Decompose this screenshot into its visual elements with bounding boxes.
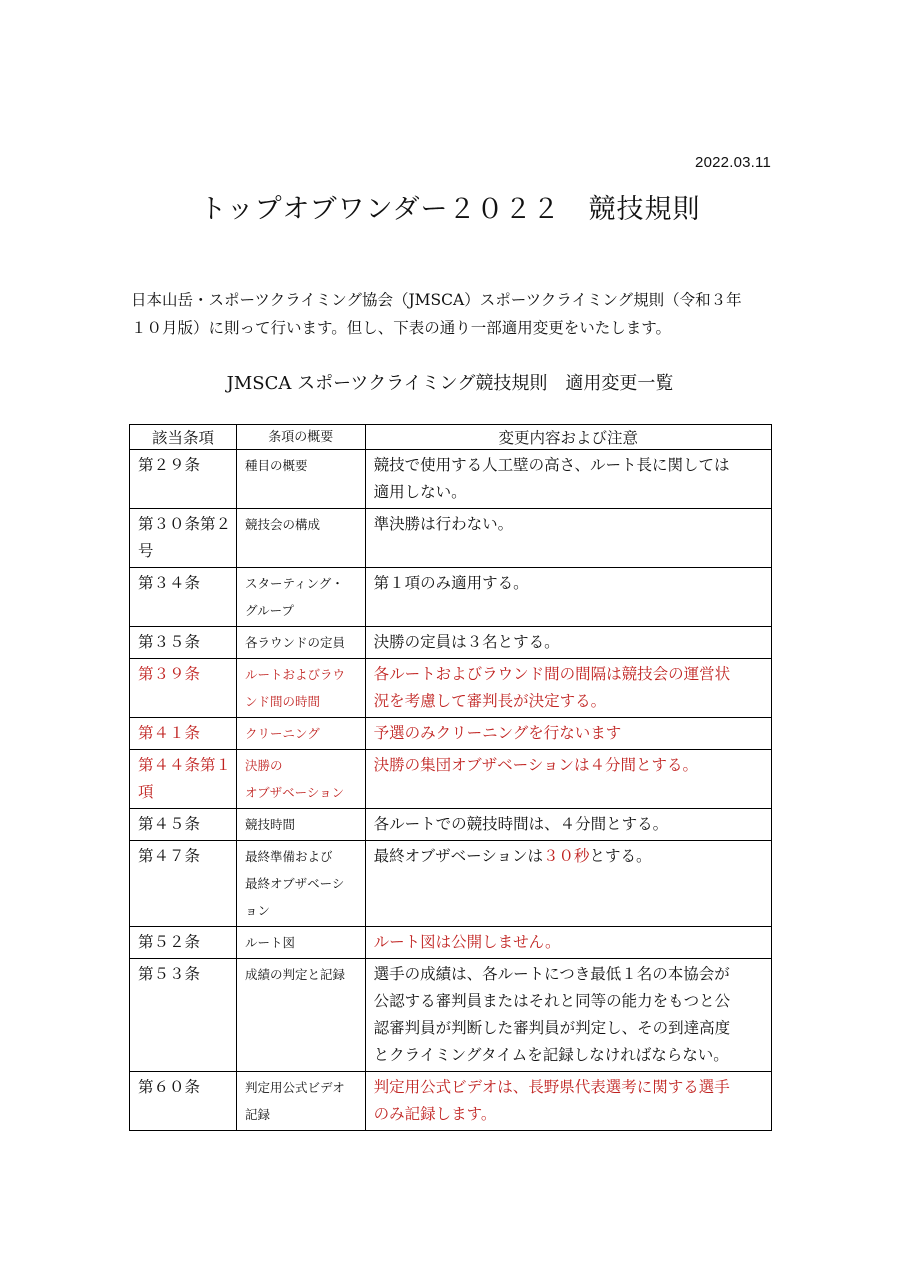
- header-summary: 条項の概要: [237, 425, 366, 450]
- header-change: 変更内容および注意: [365, 425, 771, 450]
- summary-text: クリーニング: [245, 726, 320, 741]
- change-cell: [365, 750, 771, 809]
- change-cell: [365, 841, 771, 927]
- summary-cell: [237, 959, 366, 1072]
- table-row: [130, 627, 772, 659]
- change-cell: [365, 568, 771, 627]
- table-row: [130, 1072, 772, 1131]
- change-text: とクライミングタイムを記録しなければならない。: [373, 1046, 729, 1064]
- change-cell: [365, 627, 771, 659]
- article-cell: [130, 627, 237, 659]
- summary-text: ルート図: [245, 935, 296, 950]
- summary-text: 各ラウンドの定員: [245, 635, 346, 650]
- article-text: 第３４条: [138, 574, 201, 592]
- article-cell: [130, 809, 237, 841]
- article-text: 第４７条: [138, 847, 201, 865]
- change-text: [374, 843, 763, 870]
- summary-cell: [237, 450, 366, 509]
- summary-text: ョン: [245, 903, 271, 918]
- summary-cell: [237, 841, 366, 927]
- summary-text: 記録: [245, 1107, 271, 1122]
- article-text: 第４４条第１: [138, 756, 232, 774]
- table-row: [130, 750, 772, 809]
- table-header-row: [130, 425, 772, 450]
- article-text: 第５３条: [138, 965, 201, 983]
- summary-text: 決勝の: [245, 758, 283, 773]
- summary-cell: [237, 750, 366, 809]
- article-cell: [130, 659, 237, 718]
- change-cell: [365, 959, 771, 1072]
- article-text: 第３０条第２: [138, 515, 232, 533]
- article-cell: [130, 568, 237, 627]
- article-text: 第６０条: [138, 1078, 201, 1096]
- summary-text: オブザベーション: [245, 785, 345, 800]
- change-text: 適用しない。: [373, 483, 467, 501]
- change-cell: [365, 450, 771, 509]
- summary-cell: [237, 809, 366, 841]
- change-text: 決勝の集団オブザベーションは４分間とする。: [373, 756, 699, 774]
- intro-line: １０月版）に則って行います。但し、下表の通り一部適用変更をいたします。: [131, 319, 672, 337]
- change-text: ルート図は公開しません。: [373, 933, 561, 951]
- article-cell: [130, 927, 237, 959]
- summary-cell: [237, 568, 366, 627]
- table-row: [130, 809, 772, 841]
- table-row: [130, 927, 772, 959]
- change-text: 予選のみクリーニングを行ないます: [373, 724, 622, 742]
- change-text: 判定用公式ビデオは、長野県代表選考に関する選手: [373, 1078, 730, 1096]
- summary-text: グループ: [245, 603, 295, 618]
- change-text: 準決勝は行わない。: [373, 515, 514, 533]
- rules-change-table: [129, 424, 772, 1131]
- change-cell: [365, 1072, 771, 1131]
- article-text: 第３９条: [138, 665, 201, 683]
- article-text: 第４１条: [138, 724, 201, 742]
- change-text: 第１項のみ適用する。: [373, 574, 529, 592]
- summary-text: スターティング・: [245, 576, 344, 591]
- change-text: 決勝の定員は３名とする。: [373, 633, 560, 651]
- document-title: トップオブワンダー２０２２ 競技規則: [199, 194, 701, 225]
- summary-text: 最終準備および: [245, 849, 333, 864]
- article-cell: [130, 959, 237, 1072]
- change-text: 競技で使用する人工壁の高さ、ルート長に関しては: [373, 456, 730, 474]
- table-row: [130, 718, 772, 750]
- table-row: [130, 959, 772, 1072]
- intro-paragraph: [131, 286, 781, 342]
- summary-text: 競技時間: [245, 817, 296, 832]
- article-cell: [130, 1072, 237, 1131]
- change-text: 況を考慮して審判長が決定する。: [373, 692, 607, 710]
- article-cell: [130, 509, 237, 568]
- change-highlight: ３０秒: [543, 847, 590, 865]
- change-text-part: 最終オブザベーションは: [373, 847, 544, 865]
- change-text: 認審判員が判断した審判員が判定し、その到達高度: [373, 1019, 731, 1037]
- article-cell: [130, 841, 237, 927]
- change-cell: [365, 809, 771, 841]
- intro-line: 日本山岳・スポーツクライミング協会（JMSCA）スポーツクライミング規則（令和３年: [131, 291, 742, 309]
- table-title: JMSCA スポーツクライミング競技規則 適用変更一覧: [226, 373, 674, 394]
- change-cell: [365, 718, 771, 750]
- article-text: 第５２条: [138, 933, 201, 951]
- summary-text: ルートおよびラウ: [245, 667, 346, 682]
- summary-cell: [237, 927, 366, 959]
- article-cell: [130, 450, 237, 509]
- article-cell: [130, 750, 237, 809]
- change-cell: [365, 509, 771, 568]
- summary-cell: [237, 627, 366, 659]
- summary-text: 判定用公式ビデオ: [245, 1080, 345, 1095]
- article-cell: [130, 718, 237, 750]
- summary-cell: [237, 659, 366, 718]
- summary-text: ンド間の時間: [245, 694, 321, 709]
- summary-text: 成績の判定と記録: [245, 967, 346, 982]
- change-text: のみ記録します。: [373, 1105, 497, 1123]
- summary-text: 競技会の構成: [245, 517, 321, 532]
- change-text: 各ルートでの競技時間は、４分間とする。: [373, 815, 669, 833]
- change-text: 各ルートおよびラウンド間の間隔は競技会の運営状: [373, 665, 731, 683]
- change-text: 選手の成績は、各ルートにつき最低１名の本協会が: [373, 965, 730, 983]
- summary-text: 種目の概要: [245, 458, 308, 473]
- summary-cell: [237, 509, 366, 568]
- article-text: 項: [138, 783, 154, 801]
- table-row: [130, 509, 772, 568]
- table-row: [130, 450, 772, 509]
- summary-cell: [237, 1072, 366, 1131]
- table-row: [130, 841, 772, 927]
- table-row: [130, 568, 772, 627]
- document-date: 2022.03.11: [695, 154, 771, 171]
- article-text: 号: [138, 542, 154, 560]
- article-text: 第２９条: [138, 456, 201, 474]
- article-text: 第４５条: [138, 815, 201, 833]
- article-text: 第３５条: [138, 633, 201, 651]
- summary-text: 最終オブザベーシ: [245, 876, 345, 891]
- change-cell: [365, 659, 771, 718]
- table-row: [130, 659, 772, 718]
- change-text-part: とする。: [589, 847, 652, 865]
- change-cell: [365, 927, 771, 959]
- header-article: 該当条項: [130, 425, 237, 450]
- summary-cell: [237, 718, 366, 750]
- change-text: 公認する審判員またはそれと同等の能力をもつと公: [373, 992, 731, 1010]
